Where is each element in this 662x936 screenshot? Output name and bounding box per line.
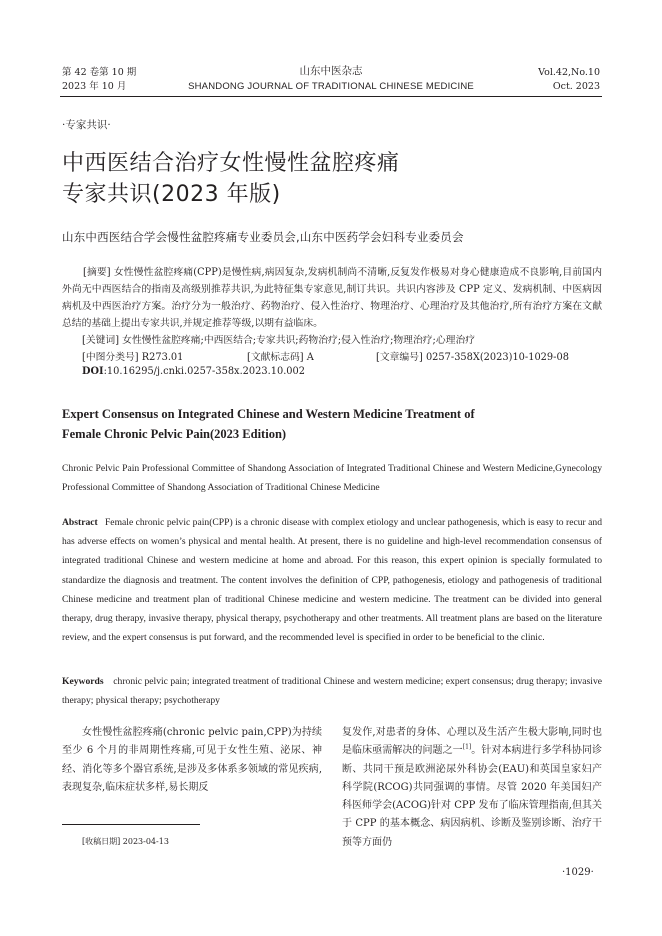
abstract-cn: [摘要] 女性慢性盆腔疼痛(CPP)是慢性病,病因复杂,发病机制尚不清晰,反复发作极易对身心健康造成不良影响,目前国内外尚无中西医结合的指南及高级别推荐共识,为此特征集专家意见,制订共识。共识内容涉及 CPP 定义、发病机制、中医病因病机及中西医治疗方案。治疗分为一般治疗、药物治疗、侵入性治疗、物理治疗、心理治疗及其他治疗,所有治疗方案在文献总结的基础上提出专家共识,并规定推荐等级,以期有益临床。 (62, 267, 602, 329)
footnote-rule (62, 824, 200, 825)
clc-number: [中图分类号] R273.01 (82, 352, 184, 363)
authors-cn: 山东中西医结合学会慢性盆腔疼痛专业委员会,山东中医药学会妇科专业委员会 (62, 230, 464, 244)
header-rule (60, 96, 602, 97)
header-journal-cn: 山东中医杂志 (299, 65, 363, 77)
doi (82, 366, 305, 377)
page-title (62, 148, 400, 210)
body-column-right (342, 724, 602, 852)
english-keywords (62, 672, 602, 710)
article-number: [文章编号] 0257-358X(2023)10-1029-08 (376, 352, 569, 363)
section-label: ·专家共识· (62, 119, 111, 131)
english-authors: Chronic Pelvic Pain Professional Committee of Shandong Association of Integrated Traditional Chinese and Western Medicine,Gynecology Professional Committee of Shandong Association of Traditional Chinese Medicine (62, 463, 602, 493)
header-volume-cn: 第 42 卷第 10 期 (62, 67, 137, 78)
body-right-text-a: 复发作,对患者的身体、心理以及生活产生极大影响,同时也是临床亟需解决的问题之一 (342, 727, 602, 757)
abstract-text: Female chronic pelvic pain(CPP) is a chronic disease with complex etiology and unclear pathogenesis, which is easy to recur and has adverse effects on women’s physical and mental health. At present, there is no guideline and high-level recommendation consensus of integrated traditional Chinese and western medicine at home and abroad. For this reason, this expert opinion is specially formulated to standardize the diagnosis and treatment. The content involves the definition of CPP, pathogenesis, etiology and pathogenesis of traditional Chinese medicine and treatment plan of traditional Chinese medicine and western medicine. The treatment can be divided into general therapy, drug therapy, invasive therapy, physical therapy, psychotherapy and other treatments. All treatment plans are based on the literature review, and the expert consensus is put forward, and the recommended level is specified in order to be beneficial to the clinic. (62, 517, 602, 644)
citation-ref[interactable]: [1] (462, 743, 472, 751)
doi-label: DOI (82, 366, 104, 377)
page-number: ·1029· (562, 867, 594, 878)
header-date-cn: 2023 年 10 月 (62, 81, 127, 92)
received-date: [收稿日期] 2023-04-13 (82, 837, 169, 846)
body-column-left: 女性慢性盆腔疼痛(chronic pelvic pain,CPP)为持续至少 6 个月的非周期性疼痛,可见于女性生殖、泌尿、神经、消化等多个器官系统,是涉及多体系多领域的常见疾病,表现复杂,临床症状多样,易长期反 (62, 727, 322, 793)
doi-link[interactable]: :10.16295/j.cnki.0257-358x.2023.10.002 (103, 366, 306, 377)
english-title-line-1: Expert Consensus on Integrated Chinese and Western Medicine Treatment of (62, 407, 475, 421)
english-title-line-2: Female Chronic Pelvic Pain(2023 Edition) (62, 427, 287, 441)
body-right-text-b: 。针对本病进行多学科协同诊断、共同干预是欧洲泌尿外科协会(EAU)和英国皇家妇产科学院(RCOG)共同强调的事情。尽管 2020 年美国妇产科医师学会(ACOG)针对 CPP 发布了临床管理指南,但其关于 CPP 的基本概念、病因病机、诊断及鉴别诊断、治疗干预等方面仍 (342, 745, 603, 848)
abstract-label: Abstract (62, 517, 98, 528)
english-abstract (62, 513, 602, 647)
keywords-text: chronic pelvic pain; integrated treatment of traditional Chinese and western medicine; expert consensus; drug therapy; invasive therapy; physical therapy; psychotherapy (62, 676, 602, 706)
header-date-en: Oct. 2023 (552, 81, 600, 92)
english-title (62, 404, 602, 444)
header-volume-en: Vol.42,No.10 (538, 67, 600, 78)
title-line-2: 专家共识(2023 年版) (62, 182, 281, 207)
document-code: [文献标志码] A (247, 352, 314, 363)
keywords-cn: [关键词] 女性慢性盆腔疼痛;中西医结合;专家共识;药物治疗;侵入性治疗;物理治疗;心理治疗 (82, 335, 476, 346)
title-line-1: 中西医结合治疗女性慢性盆腔疼痛 (62, 151, 400, 176)
header-journal-en: SHANDONG JOURNAL OF TRADITIONAL CHINESE MEDICINE (188, 81, 474, 92)
keywords-label: Keywords (62, 676, 104, 687)
